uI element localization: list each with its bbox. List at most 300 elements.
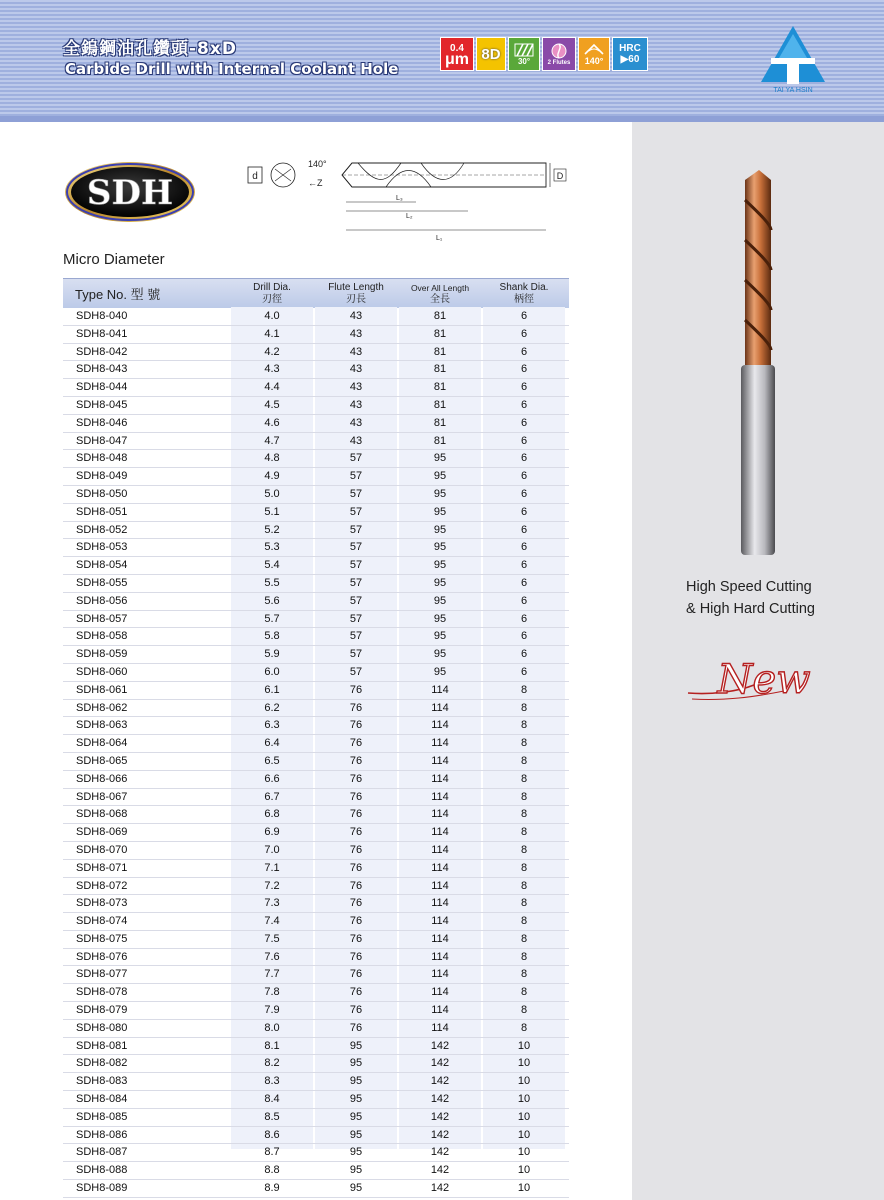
overall-length-cell: 81 [433, 310, 447, 322]
shank-dia-cell: 6 [520, 523, 528, 536]
table-row [63, 611, 569, 629]
type-no-cell: SDH8-046 [76, 416, 128, 429]
dim-d-label: d [252, 171, 258, 182]
flute-length-cell: 43 [349, 416, 363, 429]
shank-dia-cell: 8 [520, 897, 528, 910]
type-no-cell: SDH8-048 [76, 452, 128, 465]
table-row [63, 878, 569, 896]
point-angle-icon [583, 42, 605, 56]
feature-line-2: & High Hard Cutting [686, 601, 815, 617]
overall-length-cell: 114 [431, 719, 449, 732]
overall-length-cell: 114 [431, 826, 449, 839]
drill-dia-cell: 8.3 [264, 1075, 280, 1088]
spec-table [63, 278, 569, 1198]
flute-length-cell: 57 [349, 487, 363, 500]
header-drill-dia-en: Drill Dia. [253, 282, 291, 293]
shank-dia-cell: 8 [520, 719, 528, 732]
overall-length-cell: 114 [431, 950, 449, 963]
flute-length-cell: 95 [349, 1146, 363, 1159]
drill-dia-cell: 5.7 [264, 612, 280, 625]
type-no-cell: SDH8-081 [76, 1039, 128, 1052]
overall-length-cell: 95 [433, 594, 447, 607]
shank-dia-cell: 6 [520, 398, 528, 411]
type-no-cell: SDH8-069 [76, 826, 128, 839]
shank-dia-cell: 8 [520, 932, 528, 945]
shank-dia-cell: 10 [517, 1110, 531, 1123]
drill-dia-cell: 6.1 [264, 683, 280, 696]
type-no-cell: SDH8-059 [76, 648, 128, 661]
flute-length-cell: 43 [349, 327, 363, 340]
table-body [63, 308, 569, 1198]
drill-depth-badge [476, 37, 506, 71]
drill-dia-cell: 7.0 [264, 843, 280, 856]
type-no-cell: SDH8-079 [76, 1004, 128, 1017]
header-overall-length [399, 279, 481, 308]
flute-length-cell: 57 [349, 665, 363, 678]
drill-dia-cell: 4.8 [264, 452, 280, 465]
table-row [63, 1002, 569, 1020]
type-no-cell: SDH8-044 [76, 381, 128, 394]
flute-length-cell: 57 [349, 612, 363, 625]
shank-dia-cell: 10 [517, 1182, 531, 1195]
shank-dia-cell: 10 [517, 1093, 531, 1106]
drill-dia-cell: 5.2 [264, 523, 280, 536]
shank-dia-cell: 8 [520, 683, 528, 696]
type-no-cell: SDH8-078 [76, 986, 128, 999]
feature-text [686, 576, 815, 620]
drill-dia-cell: 7.5 [264, 932, 280, 945]
flute-length-cell: 76 [349, 826, 363, 839]
drill-dia-cell: 4.4 [264, 381, 280, 394]
header-flute-length [315, 279, 397, 308]
overall-length-cell: 81 [433, 363, 447, 376]
overall-length-cell: 142 [430, 1146, 450, 1159]
shank-dia-cell: 10 [517, 1146, 531, 1159]
flute-length-cell: 95 [349, 1075, 363, 1088]
overall-length-cell: 114 [431, 808, 449, 821]
header-shank-dia [483, 279, 565, 308]
point-angle-label: 140° [584, 56, 604, 66]
header-drill-dia-cn: 刃徑 [262, 294, 282, 305]
hardness-badge [612, 37, 648, 71]
table-row [63, 344, 569, 362]
overall-length-cell: 114 [431, 861, 449, 874]
table-row [63, 308, 569, 326]
drill-dia-cell: 6.8 [264, 808, 280, 821]
type-no-cell: SDH8-085 [76, 1110, 128, 1123]
header-flute-length-cn: 刃長 [346, 294, 366, 305]
hardness-label: HRC [619, 43, 641, 54]
shank-dia-cell: 6 [520, 381, 528, 394]
table-row [63, 1144, 569, 1162]
type-no-cell: SDH8-057 [76, 612, 128, 625]
shank-dia-cell: 8 [520, 915, 528, 928]
flute-length-cell: 95 [349, 1182, 363, 1195]
drill-dia-cell: 5.9 [264, 648, 280, 661]
drill-dia-cell: 5.5 [264, 576, 280, 589]
flute-length-cell: 76 [349, 861, 363, 874]
table-row [63, 379, 569, 397]
type-no-cell: SDH8-076 [76, 950, 128, 963]
shank-dia-cell: 6 [520, 541, 528, 554]
header-type-no: Type No. 型 號 [75, 287, 161, 302]
overall-length-cell: 95 [433, 665, 447, 678]
drill-product-image [735, 170, 783, 560]
overall-length-cell: 114 [431, 932, 449, 945]
type-no-cell: SDH8-051 [76, 505, 128, 518]
overall-length-cell: 95 [433, 612, 447, 625]
shank-dia-cell: 6 [520, 434, 528, 447]
header-shank-dia-cn: 柄徑 [514, 294, 534, 305]
flute-length-cell: 57 [349, 452, 363, 465]
type-no-cell: SDH8-089 [76, 1182, 128, 1195]
flute-length-cell: 76 [349, 772, 363, 785]
shank-dia-cell: 8 [520, 968, 528, 981]
overall-length-cell: 81 [433, 398, 447, 411]
page-header [0, 0, 884, 122]
drill-dia-cell: 6.6 [264, 772, 280, 785]
flute-length-cell: 76 [349, 986, 363, 999]
table-row [63, 1109, 569, 1127]
shank-dia-cell: 6 [520, 576, 528, 589]
overall-length-cell: 114 [431, 1004, 449, 1017]
overall-length-cell: 114 [431, 843, 449, 856]
type-no-cell: SDH8-056 [76, 594, 128, 607]
new-badge [684, 655, 829, 710]
drill-dia-cell: 6.0 [264, 665, 280, 678]
table-row [63, 806, 569, 824]
shank-dia-cell: 6 [520, 648, 528, 661]
sdh-logo [63, 160, 197, 224]
shank-dia-cell: 6 [520, 630, 528, 643]
overall-length-cell: 142 [430, 1110, 450, 1123]
type-no-cell: SDH8-055 [76, 576, 128, 589]
hardness-value: ▶60 [620, 54, 640, 65]
table-row [63, 486, 569, 504]
overall-length-cell: 114 [431, 1021, 449, 1034]
flute-length-cell: 76 [349, 683, 363, 696]
table-row [63, 1073, 569, 1091]
drill-dia-cell: 4.2 [264, 345, 280, 358]
table-row [63, 842, 569, 860]
point-angle-badge [578, 37, 610, 71]
table-row [63, 984, 569, 1002]
shank-dia-cell: 8 [520, 1021, 528, 1034]
page-title-chinese: 全鎢鋼油孔鑽頭-8xD [63, 39, 237, 59]
dim-z-label: ←Z [308, 178, 323, 188]
type-no-cell: SDH8-062 [76, 701, 128, 714]
helix-angle-badge [508, 37, 540, 71]
dim-L3-label: L₃ [396, 195, 403, 202]
shank-dia-cell: 8 [520, 772, 528, 785]
shank-dia-cell: 6 [520, 505, 528, 518]
flute-length-cell: 57 [349, 559, 363, 572]
type-no-cell: SDH8-047 [76, 434, 128, 447]
drill-dia-cell: 4.3 [264, 363, 280, 376]
overall-length-cell: 95 [433, 470, 447, 483]
type-no-cell: SDH8-066 [76, 772, 128, 785]
overall-length-cell: 95 [433, 541, 447, 554]
flute-length-cell: 95 [349, 1057, 363, 1070]
type-no-cell: SDH8-061 [76, 683, 128, 696]
drill-dia-cell: 7.7 [264, 968, 280, 981]
flute-length-cell: 76 [349, 808, 363, 821]
table-row [63, 931, 569, 949]
drill-dia-cell: 7.2 [264, 879, 280, 892]
type-no-cell: SDH8-083 [76, 1075, 128, 1088]
drill-dia-cell: 6.9 [264, 826, 280, 839]
table-row [63, 735, 569, 753]
shank-dia-cell: 6 [520, 327, 528, 340]
shank-dia-cell: 8 [520, 843, 528, 856]
type-no-cell: SDH8-073 [76, 897, 128, 910]
type-no-cell: SDH8-072 [76, 879, 128, 892]
table-row [63, 539, 569, 557]
shank-dia-cell: 8 [520, 950, 528, 963]
shank-dia-cell: 6 [520, 310, 528, 322]
type-no-cell: SDH8-070 [76, 843, 128, 856]
table-row [63, 1091, 569, 1109]
type-no-cell: SDH8-054 [76, 559, 128, 572]
drill-dia-cell: 4.6 [264, 416, 280, 429]
type-no-cell: SDH8-064 [76, 737, 128, 750]
type-no-cell: SDH8-077 [76, 968, 128, 981]
drill-dia-cell: 5.3 [264, 541, 280, 554]
overall-length-cell: 114 [431, 897, 449, 910]
overall-length-cell: 142 [430, 1128, 450, 1141]
header-overall-length-cn: 全長 [430, 294, 450, 305]
shank-dia-cell: 8 [520, 1004, 528, 1017]
flute-length-cell: 95 [349, 1128, 363, 1141]
shank-dia-cell: 6 [520, 416, 528, 429]
type-no-cell: SDH8-088 [76, 1164, 128, 1177]
type-no-cell: SDH8-058 [76, 630, 128, 643]
overall-length-cell: 114 [431, 986, 449, 999]
flute-length-cell: 43 [349, 398, 363, 411]
flute-length-cell: 76 [349, 950, 363, 963]
type-no-cell: SDH8-082 [76, 1057, 128, 1070]
flute-length-cell: 57 [349, 648, 363, 661]
type-no-cell: SDH8-086 [76, 1128, 128, 1141]
shank-dia-cell: 10 [517, 1057, 531, 1070]
overall-length-cell: 114 [431, 968, 449, 981]
type-no-cell: SDH8-071 [76, 861, 128, 874]
type-no-cell: SDH8-042 [76, 345, 128, 358]
table-row [63, 415, 569, 433]
new-label: New [717, 657, 811, 703]
shank-dia-cell: 6 [520, 594, 528, 607]
table-row [63, 753, 569, 771]
shank-dia-cell: 8 [520, 861, 528, 874]
table-row [63, 717, 569, 735]
page-title-english: Carbide Drill with Internal Coolant Hole [65, 60, 399, 78]
flute-length-cell: 76 [349, 719, 363, 732]
drill-dia-cell: 8.4 [264, 1093, 280, 1106]
drill-dia-cell: 6.5 [264, 754, 280, 767]
table-row [63, 966, 569, 984]
overall-length-cell: 114 [431, 683, 449, 696]
shank-dia-cell: 8 [520, 986, 528, 999]
flute-length-cell: 76 [349, 1004, 363, 1017]
table-row [63, 1020, 569, 1038]
dim-D-label: D [556, 171, 564, 181]
overall-length-cell: 142 [430, 1093, 450, 1106]
overall-length-cell: 114 [431, 790, 449, 803]
drill-dia-cell: 7.9 [264, 1004, 280, 1017]
shank-dia-cell: 6 [520, 487, 528, 500]
table-row [63, 628, 569, 646]
flutes-icon [550, 42, 568, 60]
table-row [63, 913, 569, 931]
overall-length-cell: 142 [430, 1182, 450, 1195]
table-row [63, 1162, 569, 1180]
flute-length-cell: 57 [349, 594, 363, 607]
shank-dia-cell: 8 [520, 754, 528, 767]
section-title: Micro Diameter [63, 251, 165, 268]
drill-dia-cell: 7.4 [264, 915, 280, 928]
type-no-cell: SDH8-063 [76, 719, 128, 732]
company-name: TAI YA HSIN [773, 87, 813, 94]
flutes-badge [542, 37, 576, 71]
dim-angle-label: 140° [308, 159, 327, 169]
shank-dia-cell: 6 [520, 452, 528, 465]
overall-length-cell: 114 [431, 772, 449, 785]
overall-length-cell: 95 [433, 630, 447, 643]
shank-dia-cell: 10 [517, 1128, 531, 1141]
type-no-cell: SDH8-068 [76, 808, 128, 821]
drill-dia-cell: 8.9 [264, 1182, 280, 1195]
coating-thickness-value: 0.4 [450, 43, 464, 54]
table-row [63, 646, 569, 664]
dim-L1-label: L₁ [436, 235, 443, 242]
overall-length-cell: 142 [430, 1164, 450, 1177]
drill-dia-cell: 5.4 [264, 559, 280, 572]
drill-dimension-diagram [246, 155, 574, 245]
flute-length-cell: 76 [349, 843, 363, 856]
overall-length-cell: 114 [431, 701, 449, 714]
flute-length-cell: 76 [349, 915, 363, 928]
flute-length-cell: 76 [349, 737, 363, 750]
type-no-cell: SDH8-052 [76, 523, 128, 536]
shank-dia-cell: 8 [520, 808, 528, 821]
header-flute-length-en: Flute Length [328, 282, 384, 293]
table-row [63, 700, 569, 718]
type-no-cell: SDH8-041 [76, 327, 128, 340]
flute-length-cell: 57 [349, 505, 363, 518]
overall-length-cell: 81 [433, 434, 447, 447]
type-no-cell: SDH8-053 [76, 541, 128, 554]
flute-length-cell: 57 [349, 541, 363, 554]
flute-length-cell: 43 [349, 363, 363, 376]
table-row [63, 557, 569, 575]
flute-length-cell: 76 [349, 879, 363, 892]
table-row [63, 593, 569, 611]
overall-length-cell: 81 [433, 381, 447, 394]
table-row [63, 326, 569, 344]
drill-dia-cell: 8.7 [264, 1146, 280, 1159]
table-row [63, 1038, 569, 1056]
flute-length-cell: 76 [349, 701, 363, 714]
table-row [63, 949, 569, 967]
dim-L2-label: L₂ [406, 213, 413, 220]
flute-length-cell: 57 [349, 470, 363, 483]
spec-badges [440, 37, 648, 71]
flute-length-cell: 95 [349, 1164, 363, 1177]
helix-icon [514, 43, 534, 57]
header-drill-dia [231, 279, 313, 308]
drill-dia-cell: 8.6 [264, 1128, 280, 1141]
drill-dia-cell: 7.3 [264, 897, 280, 910]
drill-dia-cell: 4.1 [264, 327, 280, 340]
shank-dia-cell: 8 [520, 701, 528, 714]
drill-dia-cell: 6.2 [264, 701, 280, 714]
drill-dia-cell: 6.7 [264, 790, 280, 803]
flute-length-cell: 43 [349, 434, 363, 447]
overall-length-cell: 142 [430, 1057, 450, 1070]
drill-dia-cell: 8.2 [264, 1057, 280, 1070]
type-no-cell: SDH8-060 [76, 665, 128, 678]
shank-dia-cell: 8 [520, 737, 528, 750]
shank-dia-cell: 6 [520, 345, 528, 358]
type-no-cell: SDH8-075 [76, 932, 128, 945]
drill-dia-cell: 5.8 [264, 630, 280, 643]
flute-length-cell: 95 [349, 1039, 363, 1052]
table-row [63, 682, 569, 700]
flute-length-cell: 76 [349, 1021, 363, 1034]
table-row [63, 468, 569, 486]
table-header [63, 278, 569, 308]
header-overall-length-en: Over All Length [410, 283, 470, 293]
table-row [63, 771, 569, 789]
drill-depth-label: 8D [481, 45, 501, 63]
type-no-cell: SDH8-084 [76, 1093, 128, 1106]
flute-length-cell: 43 [349, 310, 363, 322]
coating-thickness-badge [440, 37, 474, 71]
drill-dia-cell: 8.0 [264, 1021, 280, 1034]
drill-dia-cell: 6.4 [264, 737, 280, 750]
flute-length-cell: 43 [349, 345, 363, 358]
overall-length-cell: 95 [433, 576, 447, 589]
table-row [63, 522, 569, 540]
drill-dia-cell: 6.3 [264, 719, 280, 732]
drill-dia-cell: 4.5 [264, 398, 280, 411]
overall-length-cell: 81 [433, 345, 447, 358]
shank-dia-cell: 6 [520, 363, 528, 376]
drill-dia-cell: 5.1 [264, 505, 280, 518]
flute-length-cell: 95 [349, 1110, 363, 1123]
shank-dia-cell: 6 [520, 470, 528, 483]
table-row [63, 789, 569, 807]
overall-length-cell: 114 [431, 754, 449, 767]
overall-length-cell: 95 [433, 648, 447, 661]
flute-length-cell: 76 [349, 754, 363, 767]
type-no-cell: SDH8-043 [76, 363, 128, 376]
table-row [63, 504, 569, 522]
overall-length-cell: 95 [433, 487, 447, 500]
type-no-cell: SDH8-074 [76, 915, 128, 928]
flute-length-cell: 57 [349, 576, 363, 589]
sdh-logo-text: SDH [86, 173, 174, 213]
overall-length-cell: 95 [433, 559, 447, 572]
table-row [63, 433, 569, 451]
type-no-cell: SDH8-045 [76, 398, 128, 411]
table-row [63, 1127, 569, 1145]
table-row [63, 361, 569, 379]
overall-length-cell: 142 [430, 1075, 450, 1088]
overall-length-cell: 95 [433, 452, 447, 465]
flute-length-cell: 76 [349, 968, 363, 981]
shank-dia-cell: 10 [517, 1039, 531, 1052]
